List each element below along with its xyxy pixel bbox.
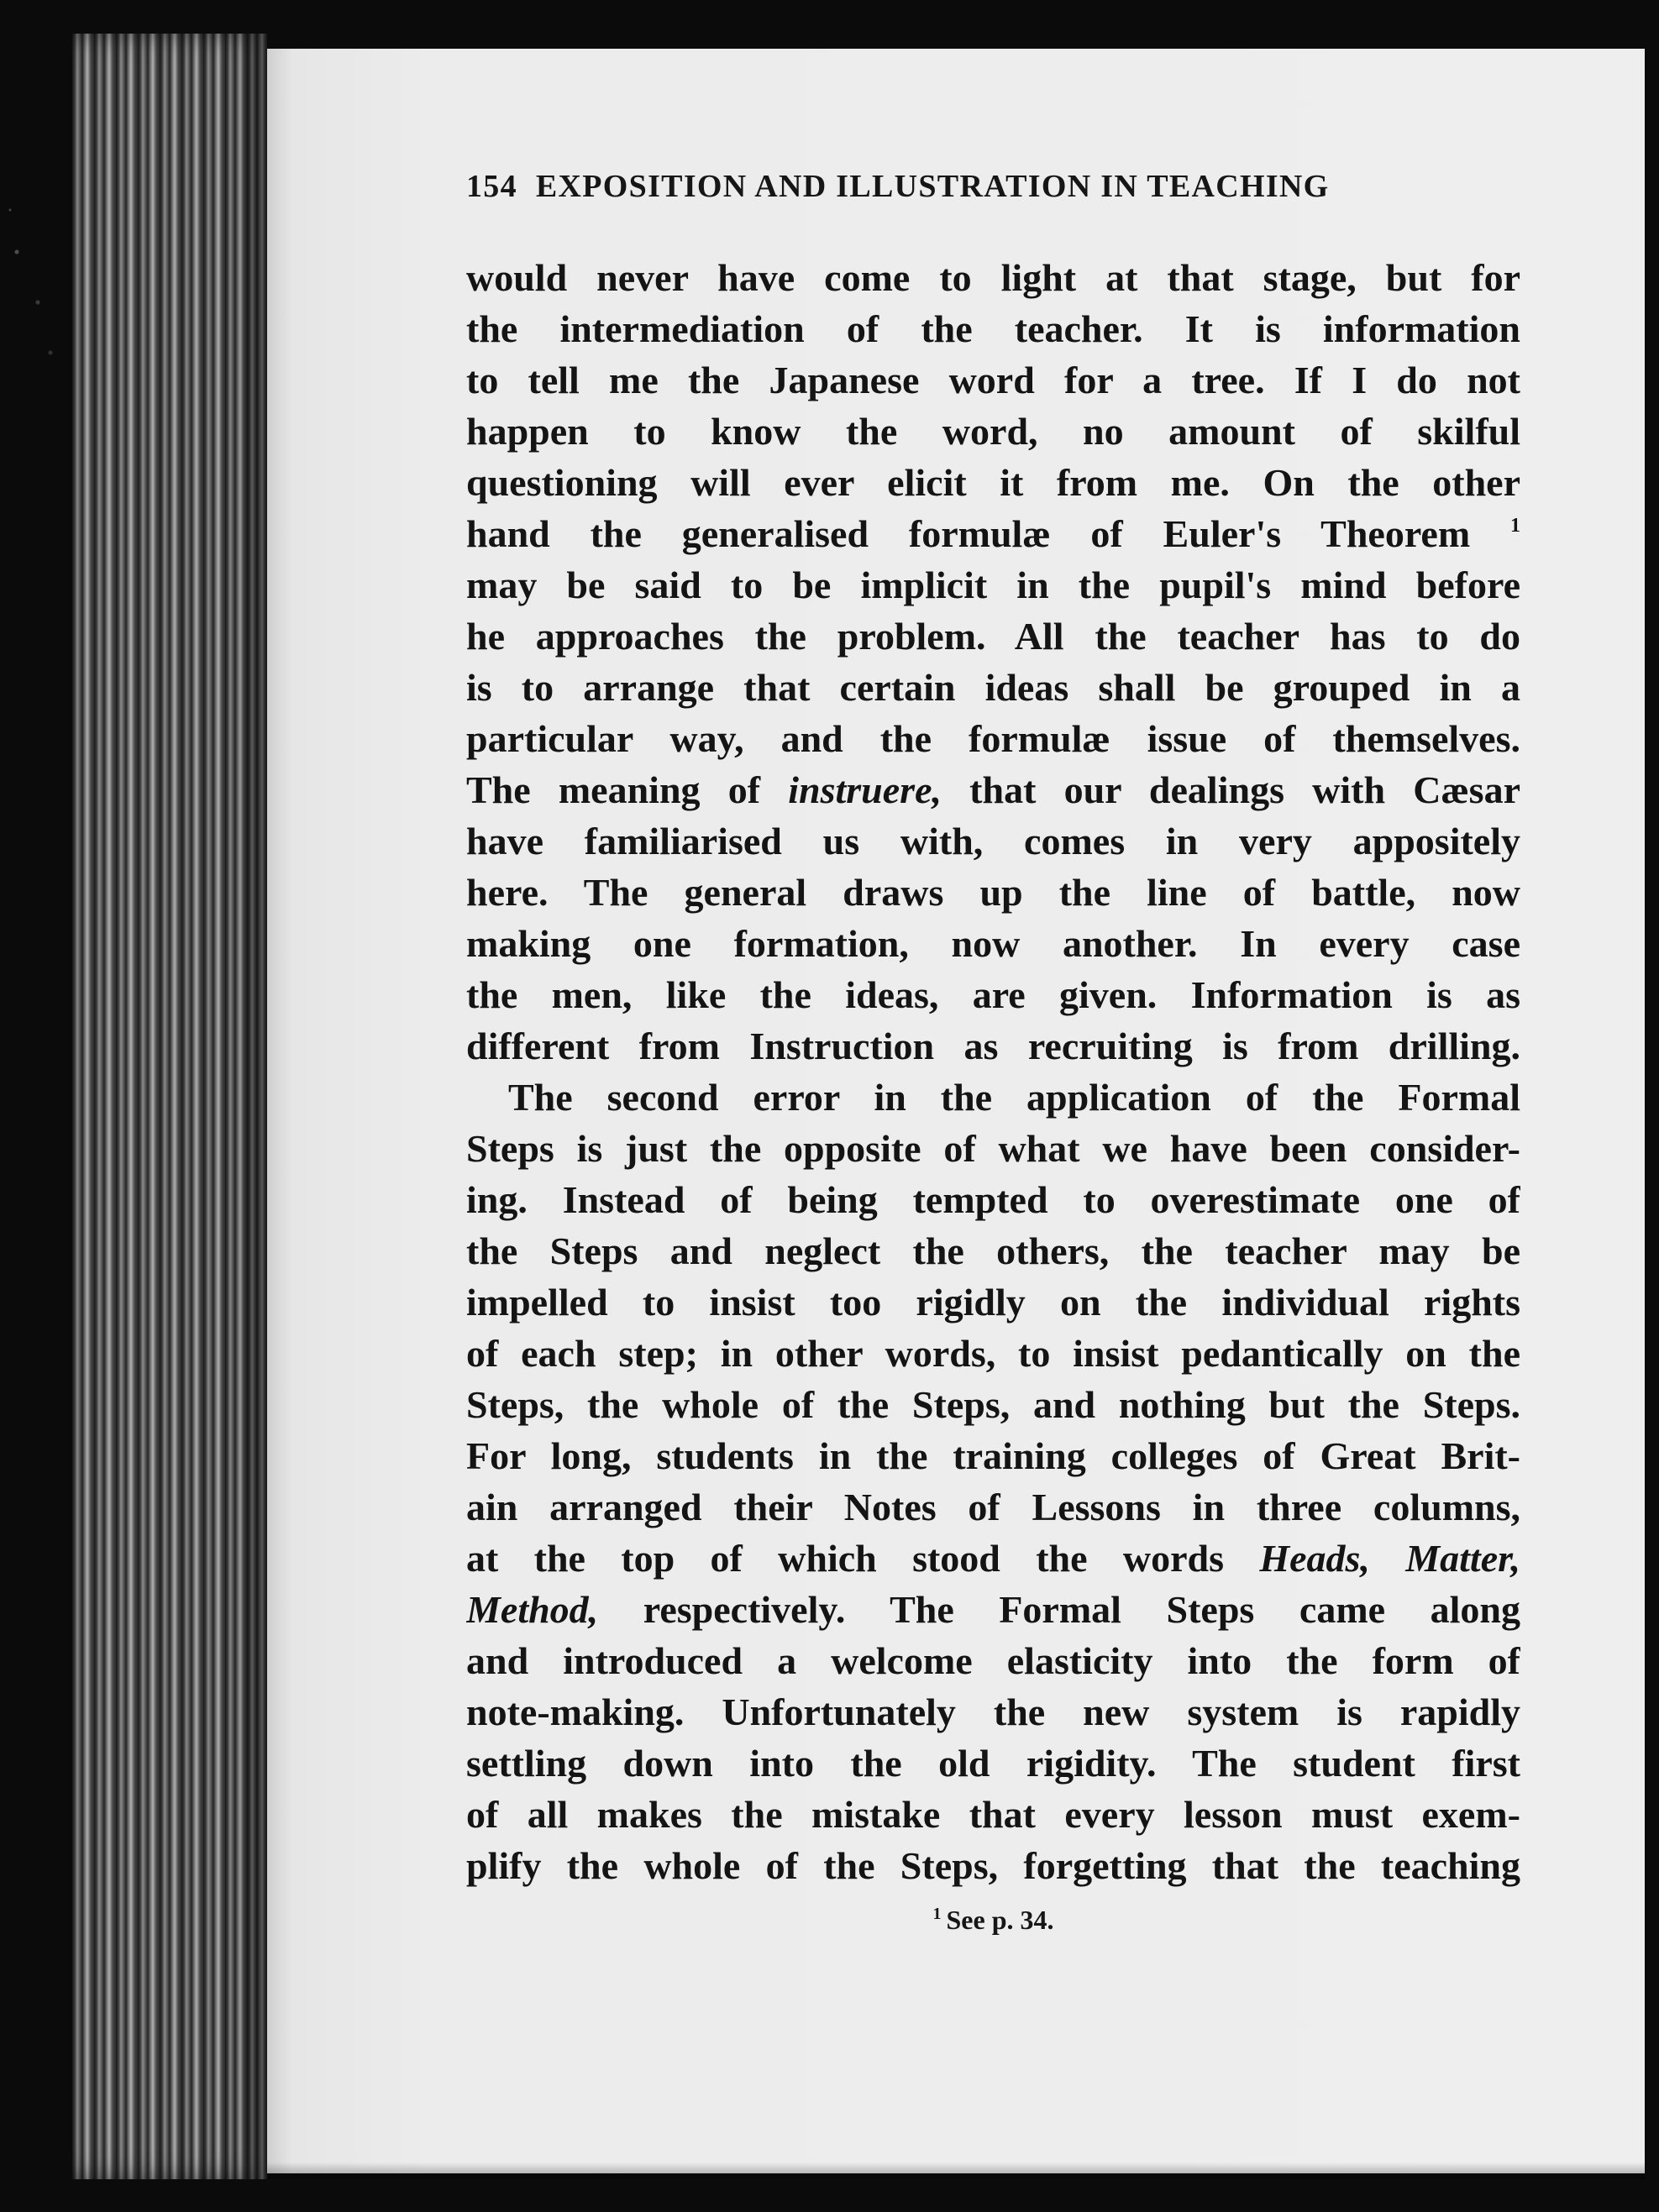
running-header — [466, 168, 1457, 215]
footnote-mark: 1 — [932, 1905, 942, 1923]
text-line: he approaches the problem. All the teacher has to do — [466, 615, 1520, 658]
text-line — [466, 1533, 1520, 1584]
book-page-edge — [72, 34, 267, 2179]
text-segment: The meaning of — [466, 768, 789, 811]
text-line: For long, students in the training colleges of Great Brit- — [466, 1434, 1520, 1477]
text-line — [466, 1584, 1520, 1635]
text-line: is to arrange that certain ideas shall be grouped in a — [466, 666, 1520, 709]
text-line: ain arranged their Notes of Lessons in three columns, — [466, 1486, 1520, 1528]
text-segment: hand the generalised formulæ of Euler's Theorem — [466, 512, 1471, 555]
text-line: impelled to insist too rigidly on the individual rights — [466, 1281, 1520, 1324]
text-line: of each step; in other words, to insist pedantically on the — [466, 1332, 1520, 1375]
text-line: to tell me the Japanese word for a tree. If I do not — [466, 359, 1520, 401]
running-title: EXPOSITION AND ILLUSTRATION IN TEACHING — [535, 169, 1330, 204]
text-line: settling down into the old rigidity. The student first — [466, 1742, 1520, 1785]
text-line: the Steps and neglect the others, the teacher may be — [466, 1229, 1520, 1272]
body-text — [466, 252, 1520, 1891]
text-line: different from Instruction as recruiting is from drilling. — [466, 1025, 1520, 1067]
text-line: ing. Instead of being tempted to overestimate one of — [466, 1178, 1520, 1221]
footnote-text: See p. 34. — [946, 1905, 1054, 1935]
italic-word: Heads, — [1259, 1537, 1370, 1580]
text-line — [466, 508, 1520, 559]
italic-word: Method, — [466, 1588, 599, 1631]
text-line: Steps is just the opposite of what we have been consider- — [466, 1127, 1520, 1170]
text-segment: respectively. The Formal Steps came along — [598, 1588, 1520, 1631]
text-line: may be said to be implicit in the pupil's mind before — [466, 563, 1520, 606]
text-line: making one formation, now another. In every case — [466, 922, 1520, 965]
italic-word: instruere, — [788, 768, 942, 811]
text-segment — [1370, 1537, 1405, 1580]
text-line: questioning will ever elicit it from me. On the other — [466, 461, 1520, 504]
footnote-reference-mark: 1 — [1510, 515, 1520, 537]
footnote — [466, 1905, 1520, 1947]
text-line: the intermediation of the teacher. It is information — [466, 307, 1520, 350]
text-line: plify the whole of the Steps, forgetting that the teaching — [466, 1844, 1520, 1887]
text-line: would never have come to light at that stage, but for — [466, 256, 1520, 299]
paragraph-start-line: The second error in the application of the Formal — [508, 1076, 1520, 1119]
text-line: Steps, the whole of the Steps, and nothing but the Steps. — [466, 1383, 1520, 1426]
text-line: of all makes the mistake that every lesson must exem- — [466, 1793, 1520, 1836]
italic-word: Matter, — [1405, 1537, 1520, 1580]
text-segment: that our dealings with Cæsar — [942, 768, 1520, 811]
text-line: and introduced a welcome elasticity into the form of — [466, 1639, 1520, 1682]
text-line: note-making. Unfortunately the new system is rapidly — [466, 1690, 1520, 1733]
page-bottom-shadow — [267, 2162, 1645, 2179]
text-line: particular way, and the formulæ issue of themselves. — [466, 717, 1520, 760]
text-line: the men, like the ideas, are given. Information is as — [466, 973, 1520, 1016]
text-line — [466, 764, 1520, 815]
text-line: happen to know the word, no amount of skilful — [466, 410, 1520, 453]
page-number: 154 — [466, 169, 517, 204]
text-segment: at the top of which stood the words — [466, 1537, 1260, 1580]
text-line: have familiarised us with, comes in very appositely — [466, 820, 1520, 862]
text-line: here. The general draws up the line of battle, now — [466, 871, 1520, 914]
